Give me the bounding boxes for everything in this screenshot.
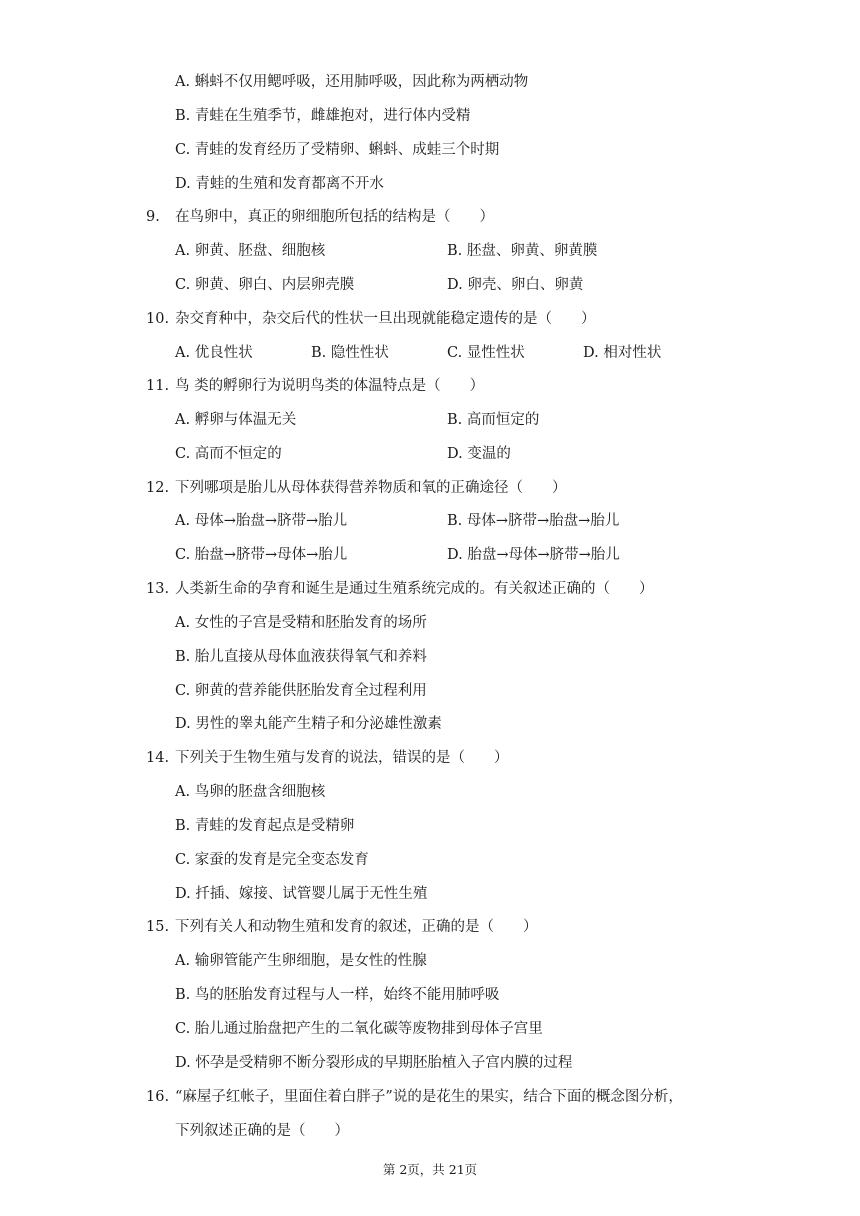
option-a: A. 优良性状 — [175, 345, 253, 361]
question-text: 人类新生命的孕育和诞生是通过生殖系统完成的。有关叙述正确的（ ） — [175, 581, 654, 597]
question-number: 13. — [146, 581, 170, 597]
option-a: A. 母体→胎盘→脐带→胎儿 — [175, 513, 348, 529]
question-number: 14. — [146, 750, 170, 766]
question-text: 下列关于生物生殖与发育的说法，错误的是（ ） — [175, 750, 509, 766]
option-b: B. 鸟的胚胎发育过程与人一样，始终不能用肺呼吸 — [175, 987, 500, 1003]
question-number: 10. — [146, 311, 170, 327]
question-text: 下列哪项是胎儿从母体获得营养物质和氧的正确途径（ ） — [175, 480, 567, 496]
option-c: C. 胎盘→脐带→母体→胎儿 — [175, 547, 348, 563]
question-number: 11. — [146, 378, 170, 394]
question-text: 下列有关人和动物生殖和发育的叙述，正确的是（ ） — [175, 919, 538, 935]
option-a: A. 孵卵与体温无关 — [175, 412, 297, 428]
question-number: 16. — [146, 1089, 170, 1105]
option-b: B. 高而恒定的 — [447, 412, 540, 428]
question-text: 杂交育种中，杂交后代的性状一旦出现就能稳定遗传的是（ ） — [175, 311, 596, 327]
question-text: 鸟 类的孵卵行为说明鸟类的体温特点是（ ） — [175, 378, 485, 394]
option-d: D. 扦插、嫁接、试管婴儿属于无性生殖 — [175, 886, 428, 902]
option-d: D. 卵壳、卵白、卵黄 — [447, 277, 584, 293]
option-c: C. 胎儿通过胎盘把产生的二氧化碳等废物排到母体子宫里 — [175, 1021, 543, 1037]
option-a: A. 鸟卵的胚盘含细胞核 — [175, 784, 326, 800]
option-d: D. 变温的 — [447, 446, 511, 462]
option-c: C. 家蚕的发育是完全变态发育 — [175, 852, 369, 868]
question-text: 在鸟卵中，真正的卵细胞所包括的结构是（ ） — [175, 209, 494, 225]
option-d: D. 胎盘→母体→脐带→胎儿 — [447, 547, 620, 563]
option-d: D. 怀孕是受精卵不断分裂形成的早期胚胎植入子宫内膜的过程 — [175, 1055, 573, 1071]
option-c: C. 卵黄、卵白、内层卵壳膜 — [175, 277, 355, 293]
option-a: A. 输卵管能产生卵细胞，是女性的性腺 — [175, 953, 427, 969]
option-b: B. 隐性性状 — [311, 345, 389, 361]
option-d: D. 男性的睾丸能产生精子和分泌雄性激素 — [175, 716, 442, 732]
question-number: 15. — [146, 919, 170, 935]
question-number: 9. — [146, 209, 160, 225]
option-a: A. 卵黄、胚盘、细胞核 — [175, 243, 326, 259]
option-d: D. 相对性状 — [583, 345, 662, 361]
question-number: 12. — [146, 480, 170, 496]
question-text-continued: 下列叙述正确的是（ ） — [175, 1123, 349, 1139]
option-c: C. 卵黄的营养能供胚胎发育全过程利用 — [175, 683, 427, 699]
page-footer: 第 2页，共 21页 — [382, 1162, 478, 1177]
option-a: A. 蝌蚪不仅用鳃呼吸，还用肺呼吸，因此称为两栖动物 — [175, 74, 529, 90]
option-c: C. 显性性状 — [447, 345, 525, 361]
option-b: B. 青蛙的发育起点是受精卵 — [175, 818, 355, 834]
option-c: C. 青蛙的发育经历了受精卵、蝌蚪、成蛙三个时期 — [175, 142, 500, 158]
option-a: A. 女性的子宫是受精和胚胎发育的场所 — [175, 615, 427, 631]
option-c: C. 高而不恒定的 — [175, 446, 282, 462]
option-b: B. 青蛙在生殖季节，雌雄抱对，进行体内受精 — [175, 108, 471, 124]
option-b: B. 胚盘、卵黄、卵黄膜 — [447, 243, 598, 259]
option-d: D. 青蛙的生殖和发育都离不开水 — [175, 176, 384, 192]
option-b: B. 母体→脐带→胎盘→胎儿 — [447, 513, 620, 529]
option-b: B. 胎儿直接从母体血液获得氧气和养料 — [175, 649, 427, 665]
question-text: “麻屋子红帐子，里面住着白胖子”说的是花生的果实，结合下面的概念图分析， — [175, 1089, 683, 1105]
